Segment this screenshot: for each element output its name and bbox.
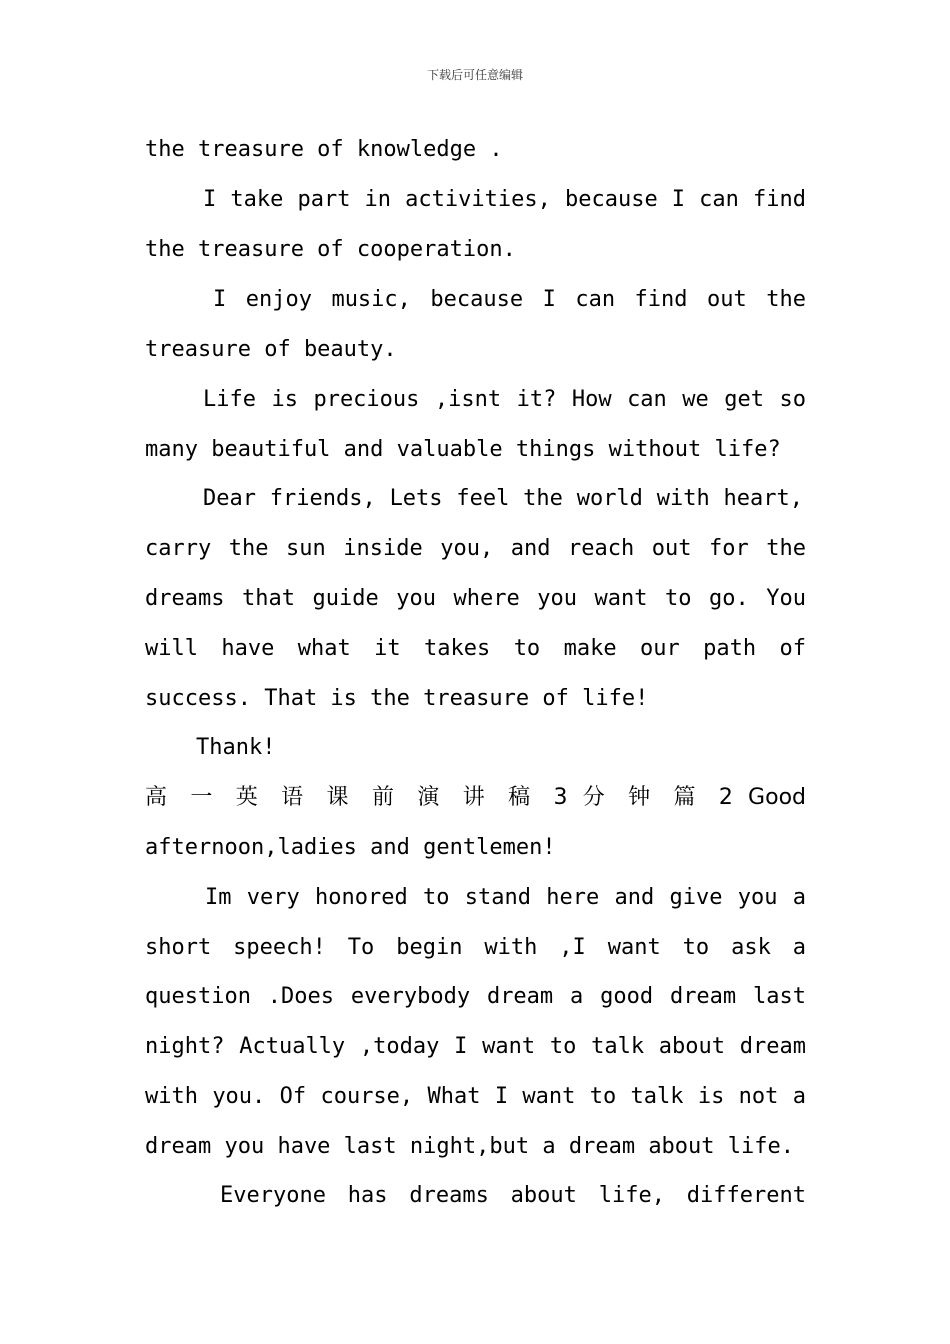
text-line: question .Does everybody dream a good dream last [145,984,806,1009]
text-line: dream you have last night,but a dream about life. [145,1134,795,1159]
text-line: I take part in activities, because I can find [203,187,806,212]
text-line: Thank! [196,735,276,760]
text-line: I enjoy music, because I can find out the [213,287,806,312]
text-line: Everyone has dreams about life, different [220,1183,806,1208]
text-line: carry the sun inside you, and reach out for the [145,536,806,561]
text-line: Dear friends, Lets feel the world with heart, [203,486,803,511]
text-line: night? Actually ,today I want to talk about dream [145,1034,806,1059]
text-line: short speech! To begin with ,I want to ask a [145,935,806,960]
text-line: will have what it takes to make our path of [145,636,806,661]
text-line: with you. Of course, What I want to talk is not a [145,1084,806,1109]
text-line: dreams that guide you where you want to go. You [145,586,806,611]
text-line: the treasure of cooperation. [145,237,516,262]
text-line: the treasure of knowledge . [145,137,503,162]
page-header: 下载后可任意编辑 [426,68,523,82]
text-line: Im very honored to stand here and give you a [205,885,806,910]
text-line: treasure of beauty. [145,337,397,362]
text-line: many beautiful and valuable things without life? [145,437,781,462]
section-heading: 高 一 英 语 课 前 演 讲 稿 3 分 钟 篇 2 Good [145,785,806,810]
text-line: success. That is the treasure of life! [145,686,649,711]
text-line: Life is precious ,isnt it? How can we get so [203,387,806,412]
text-line: afternoon,ladies and gentlemen! [145,835,556,860]
